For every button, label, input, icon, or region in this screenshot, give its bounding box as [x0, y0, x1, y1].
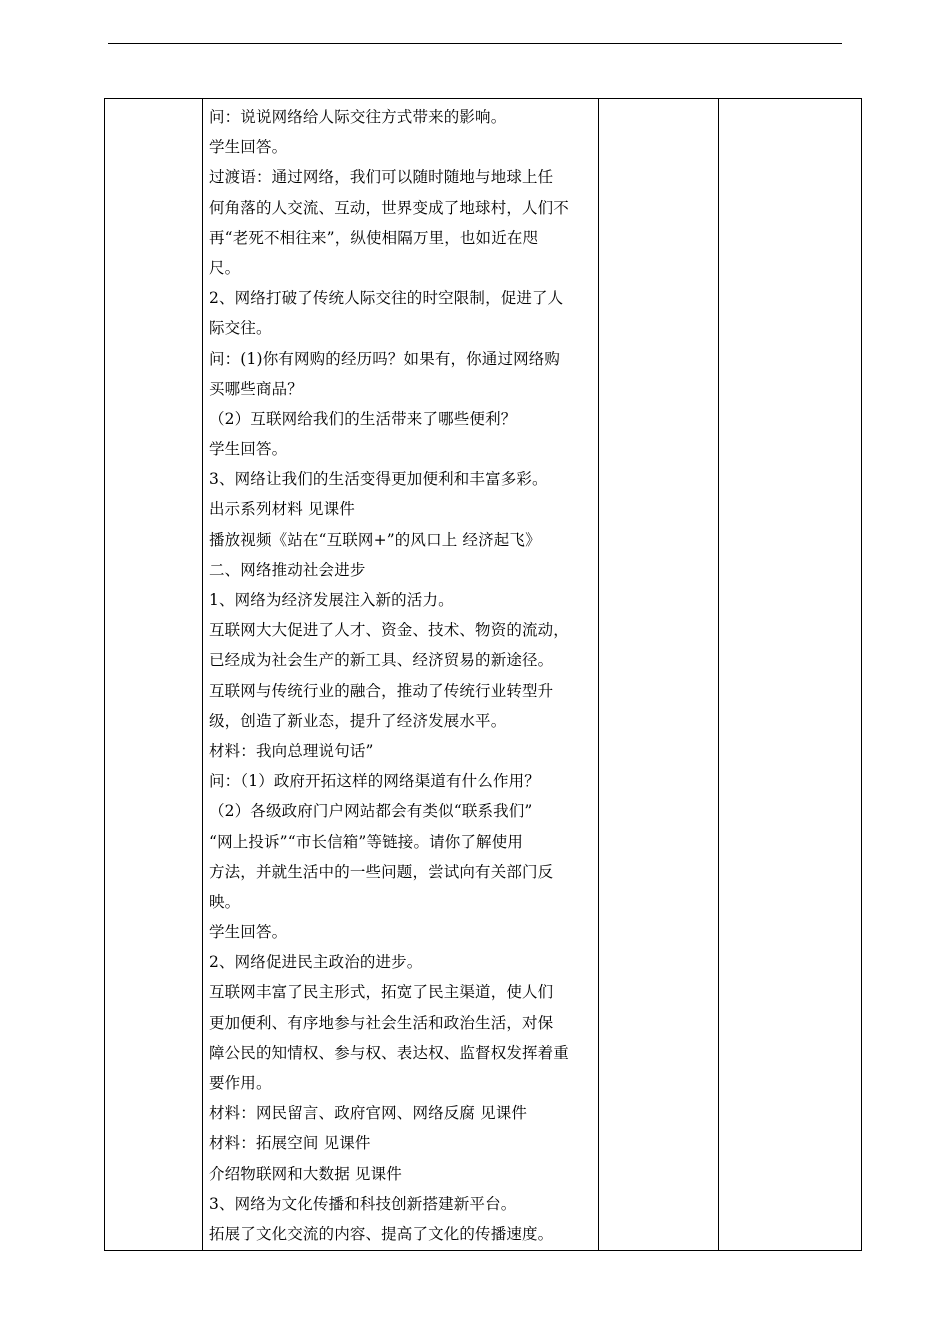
text-line: 出示系列材料 见课件 — [209, 500, 355, 519]
blank-cell-right — [719, 99, 862, 1251]
text-line: 3、网络让我们的生活变得更加便利和丰富多彩。 — [209, 470, 548, 489]
text-line: 已经成为社会生产的新工具、经济贸易的新途径。 — [209, 651, 554, 670]
text-line: 问：（1）政府开拓这样的网络渠道有什么作用？ — [209, 772, 540, 791]
text-line: 要作用。 — [209, 1074, 272, 1092]
text-line: 级，创造了新业态，提升了经济发展水平。 — [209, 711, 507, 730]
table-row — [105, 99, 862, 1251]
blank-cell-middle — [599, 99, 719, 1251]
text-line: 学生回答。 — [209, 138, 288, 157]
teaching-content-cell — [203, 99, 599, 1251]
text-line: 过渡语：通过网络，我们可以随时随地与地球上任 — [209, 168, 554, 187]
text-line: 拓展了文化交流的内容、提高了文化的传播速度。 — [209, 1224, 554, 1243]
text-line: 材料：我向总理说句话” — [209, 741, 374, 760]
text-line: 2、网络促进民主政治的进步。 — [209, 953, 423, 972]
text-line: （2）互联网给我们的生活带来了哪些便利？ — [209, 409, 517, 428]
lesson-plan-table — [104, 98, 862, 1251]
text-line: 方法，并就生活中的一些问题，尝试向有关部门反 — [209, 862, 554, 881]
text-line: 问：说说网络给人际交往方式带来的影响。 — [209, 108, 507, 126]
text-line: 何角落的人交流、互动，世界变成了地球村，人们不 — [209, 198, 569, 217]
text-line: 材料：拓展空间 见课件 — [209, 1134, 371, 1153]
text-line: （2）各级政府门户网站都会有类似“联系我们” — [209, 802, 533, 821]
text-line: 尺。 — [209, 258, 241, 277]
text-line: 互联网与传统行业的融合，推动了传统行业转型升 — [209, 681, 554, 700]
text-line: 2、网络打破了传统人际交往的时空限制，促进了人 — [209, 289, 564, 308]
text-line: 1、网络为经济发展注入新的活力。 — [209, 591, 454, 609]
text-line: 际交往。 — [209, 319, 272, 338]
text-line: 学生回答。 — [209, 440, 288, 459]
header-rule — [108, 43, 842, 44]
text-line: 介绍物联网和大数据 见课件 — [209, 1164, 402, 1183]
text-line: 映。 — [209, 892, 241, 911]
text-line: 买哪些商品？ — [209, 379, 303, 398]
text-line: 互联网丰富了民主形式，拓宽了民主渠道，使人们 — [209, 983, 554, 1002]
blank-cell-left — [105, 99, 203, 1251]
text-line: 3、网络为文化传播和科技创新搭建新平台。 — [209, 1194, 517, 1213]
text-line: 二、网络推动社会进步 — [209, 560, 366, 579]
text-line: 互联网大大促进了人才、资金、技术、物资的流动， — [209, 621, 569, 640]
text-line: “网上投诉”“市长信箱”等链接。请你了解使用 — [209, 832, 523, 851]
text-line: 再“老死不相往来”，纵使相隔万里，也如近在咫 — [209, 228, 539, 247]
text-line: 材料：网民留言、政府官网、网络反腐 见课件 — [209, 1104, 528, 1123]
text-line: 问：(1)你有网购的经历吗？如果有，你通过网络购 — [209, 349, 561, 368]
text-line: 播放视频《站在“互联网+”的风口上 经济起飞》 — [209, 530, 541, 549]
text-line: 学生回答。 — [209, 923, 288, 942]
text-line: 障公民的知情权、参与权、表达权、监督权发挥着重 — [209, 1043, 569, 1062]
text-line: 更加便利、有序地参与社会生活和政治生活，对保 — [209, 1013, 554, 1032]
